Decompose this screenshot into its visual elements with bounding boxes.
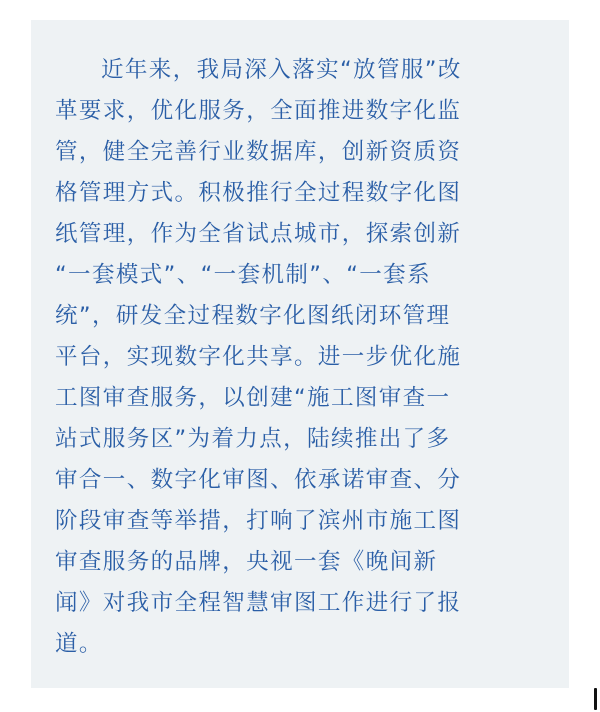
- article-paragraph: [55, 50, 548, 665]
- scrollbar-thumb[interactable]: [594, 688, 597, 710]
- paragraph-line: 工图审查服务，以创建“施工图审查一: [55, 385, 451, 411]
- paragraph-line: 平台，实现数字化共享。进一步优化施: [55, 344, 462, 370]
- paragraph-line: 纸管理，作为全省试点城市，探索创新: [55, 221, 462, 247]
- paragraph-line: 统”，研发全过程数字化图纸闭环管理: [55, 303, 451, 329]
- paragraph-line: 革要求，优化服务，全面推进数字化监: [55, 98, 462, 124]
- paragraph-line: 格管理方式。积极推行全过程数字化图: [55, 180, 462, 206]
- paragraph-line: 站式服务区”为着力点，陆续推出了多: [55, 426, 451, 452]
- paragraph-line: 审合一、数字化审图、依承诺审查、分: [55, 467, 462, 493]
- paragraph-line: 近年来，我局深入落实“放管服”改: [101, 57, 462, 83]
- article-card: [31, 20, 569, 688]
- paragraph-line: “一套模式”、“一套机制”、“一套系: [55, 262, 431, 288]
- paragraph-line: 阶段审查等举措，打响了滨州市施工图: [55, 508, 462, 534]
- paragraph-line: 管，健全完善行业数据库，创新资质资: [55, 139, 462, 165]
- paragraph-line: 审查服务的品牌，央视一套《晚间新: [55, 549, 438, 575]
- paragraph-line: 闻》对我市全程智慧审图工作进行了报: [55, 590, 462, 616]
- paragraph-line: 道。: [55, 631, 103, 657]
